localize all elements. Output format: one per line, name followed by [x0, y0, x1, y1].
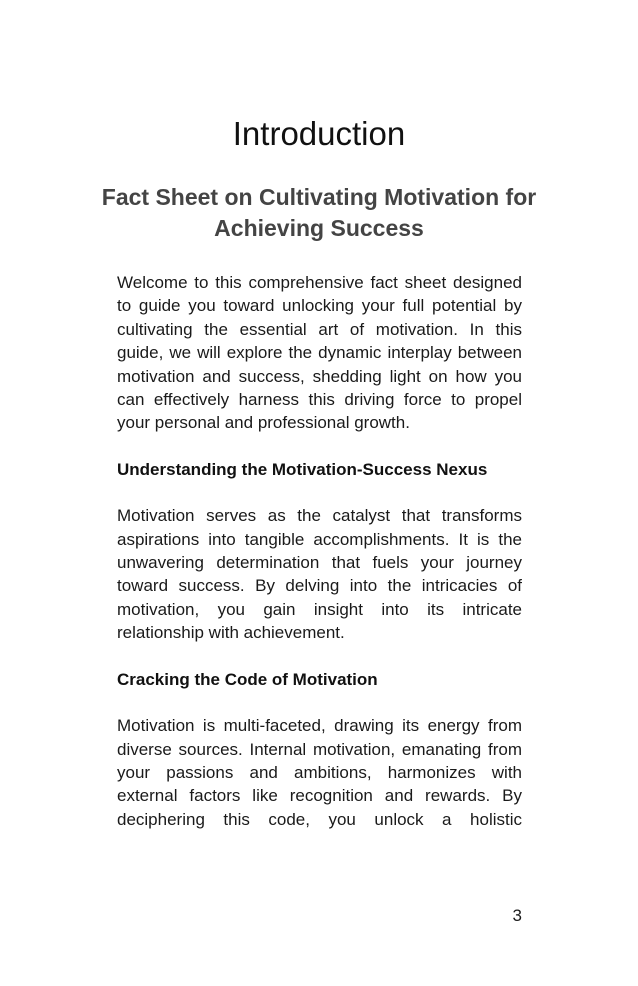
page-subtitle: Fact Sheet on Cultivating Motivation for Achieving Success [101, 184, 537, 241]
page-title: Introduction [232, 115, 406, 152]
section-heading: Cracking the Code of Motivation [117, 669, 378, 689]
intro-paragraph: Welcome to this comprehensive fact sheet designed to guide you toward unlocking your full potential by cultivating the essential art of motivation. In this guide, we will explore the dynamic interplay between motivation and success, shedding light on how you can effectively harness this driving force to propel your personal and professional growth. [117, 273, 522, 433]
document-body [117, 271, 522, 854]
section-heading: Understanding the Motivation-Success Nexus [117, 459, 488, 479]
section-body: Motivation serves as the catalyst that transforms aspirations into tangible accomplishments. It is the unwavering determination that fuels your journey toward success. By delving into the intricacies of motivation, you gain insight into its intricate relationship with achievement. [117, 506, 522, 643]
section-body: Motivation is multi-faceted, drawing its energy from diverse sources. Internal motivation, emanating from your passions and ambitions, harmonizes with external factors like recognition and rewards. By deciphering this code, you unlock a holistic [117, 716, 522, 829]
page-number: 3 [512, 906, 522, 925]
